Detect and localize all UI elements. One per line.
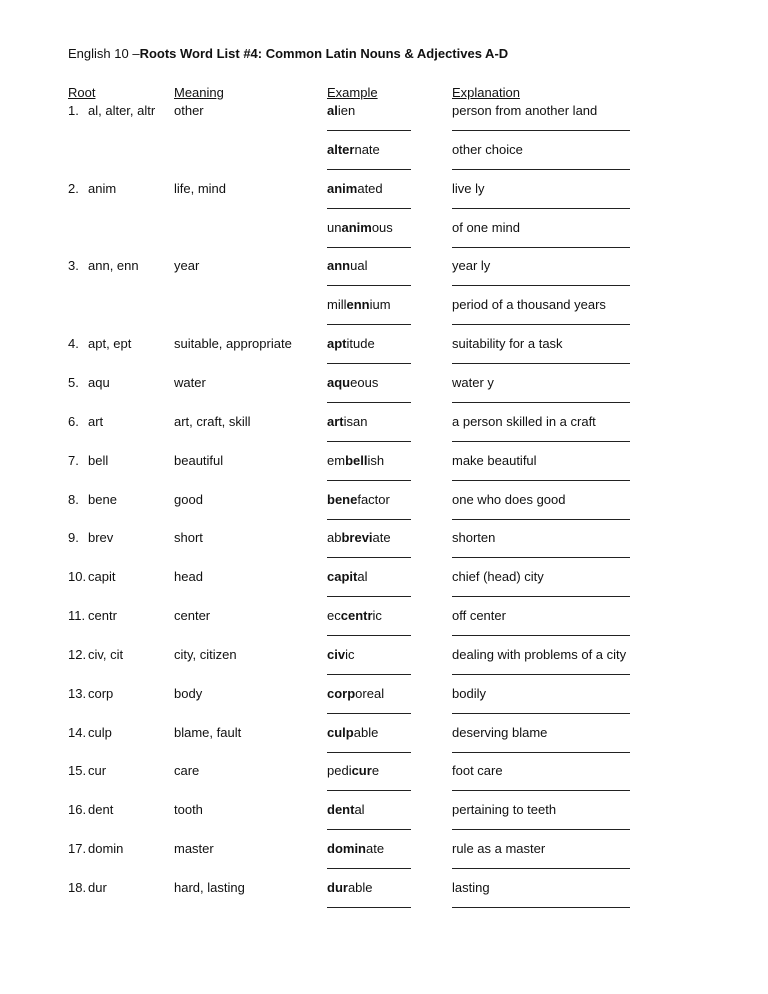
example-word: durable (327, 880, 373, 895)
entry-number: 8. (68, 491, 79, 507)
entry-meaning: head (174, 569, 203, 585)
entry-number: 16. (68, 802, 87, 818)
entry-number: 6. (68, 413, 79, 429)
explanation-text: pertaining to teeth (452, 802, 557, 818)
example-word: animated (327, 180, 383, 196)
example-answer-line[interactable] (327, 208, 411, 209)
entry-root: brev (88, 530, 114, 546)
entry-number: 2. (68, 180, 79, 196)
example-word: pedicure (327, 763, 380, 779)
example-word: civic (327, 646, 355, 662)
entry-root: capit (88, 569, 116, 585)
entry-number: 10. (68, 569, 87, 585)
entry-root: aqu (88, 374, 110, 390)
entry-root: dur (88, 880, 107, 895)
explanation-text: lasting (452, 880, 490, 895)
entry-number: 3. (68, 258, 79, 274)
entry-meaning: suitable, appropriate (174, 336, 292, 352)
page-title (68, 46, 508, 62)
entry-meaning: art, craft, skill (174, 413, 251, 429)
example-word: aptitude (327, 336, 375, 352)
entry-root: bene (88, 491, 117, 507)
example-answer-line[interactable] (327, 441, 411, 442)
entry-meaning: care (174, 763, 200, 779)
entry-meaning: good (174, 491, 203, 507)
example-word: benefactor (327, 491, 390, 507)
example-word: millennium (327, 297, 391, 313)
explanation-answer-line[interactable] (452, 402, 630, 403)
explanation-text: deserving blame (452, 724, 548, 740)
entry-root: ann, enn (88, 258, 139, 274)
example-word: alien (327, 103, 356, 118)
entry-number: 5. (68, 374, 79, 390)
explanation-answer-line[interactable] (452, 868, 630, 869)
example-word: dental (327, 802, 365, 818)
entry-meaning: city, citizen (174, 646, 237, 662)
entry-meaning: body (174, 685, 203, 701)
example-word: culpable (327, 724, 379, 740)
entry-meaning: blame, fault (174, 724, 242, 740)
example-answer-line[interactable] (327, 480, 411, 481)
example-word: embellish (327, 452, 385, 468)
explanation-text: suitability for a task (452, 336, 563, 352)
entry-meaning: beautiful (174, 452, 224, 468)
example-answer-line[interactable] (327, 713, 411, 714)
example-answer-line[interactable] (327, 596, 411, 597)
example-answer-line[interactable] (327, 285, 411, 286)
example-word: eccentric (327, 608, 382, 624)
header-root: Root (68, 85, 96, 100)
explanation-text: foot care (452, 763, 503, 779)
explanation-text: a person skilled in a craft (452, 413, 596, 429)
example-word: unanimous (327, 219, 393, 235)
explanation-answer-line[interactable] (452, 829, 630, 830)
example-answer-line[interactable] (327, 557, 411, 558)
example-word: abbreviate (327, 530, 391, 546)
example-answer-line[interactable] (327, 169, 411, 170)
example-word: corporeal (327, 685, 385, 701)
explanation-answer-line[interactable] (452, 441, 630, 442)
explanation-answer-line[interactable] (452, 363, 630, 364)
example-word: capital (327, 569, 368, 585)
explanation-text: water y (452, 374, 494, 390)
example-answer-line[interactable] (327, 907, 411, 908)
entry-number: 11. (68, 608, 86, 624)
explanation-text: rule as a master (452, 841, 546, 857)
explanation-answer-line[interactable] (452, 285, 630, 286)
entry-root: centr (88, 608, 117, 624)
entry-root: cur (88, 763, 107, 779)
entry-root: al, alter, altr (88, 103, 156, 118)
explanation-text: of one mind (452, 219, 520, 235)
explanation-text: make beautiful (452, 452, 537, 468)
explanation-text: off center (452, 608, 506, 624)
entry-number: 1. (68, 103, 79, 118)
title-bold: Roots Word List #4: Common Latin Nouns & Adjectives A-D (139, 46, 509, 61)
entry-meaning: year (174, 258, 200, 274)
explanation-answer-line[interactable] (452, 752, 630, 753)
explanation-text: chief (head) city (452, 569, 544, 585)
explanation-text: dealing with problems of a city (452, 646, 627, 662)
header-explanation: Explanation (452, 85, 520, 100)
entry-number: 14. (68, 724, 87, 740)
example-answer-line[interactable] (327, 868, 411, 869)
explanation-answer-line[interactable] (452, 557, 630, 558)
explanation-answer-line[interactable] (452, 480, 630, 481)
entry-meaning: life, mind (174, 180, 227, 196)
example-word: alternate (327, 141, 380, 157)
example-answer-line[interactable] (327, 635, 411, 636)
example-answer-line[interactable] (327, 674, 411, 675)
explanation-answer-line[interactable] (452, 324, 630, 325)
entry-root: dent (88, 802, 114, 818)
explanation-text: one who does good (452, 491, 566, 507)
example-answer-line[interactable] (327, 790, 411, 791)
example-answer-line[interactable] (327, 324, 411, 325)
entry-number: 4. (68, 336, 79, 352)
entry-root: art (88, 413, 104, 429)
explanation-text: person from another land (452, 103, 598, 118)
explanation-text: bodily (452, 685, 486, 701)
explanation-text: live ly (452, 180, 485, 196)
explanation-answer-line[interactable] (452, 519, 630, 520)
example-answer-line[interactable] (327, 363, 411, 364)
explanation-answer-line[interactable] (452, 130, 630, 131)
explanation-text: other choice (452, 141, 523, 157)
entry-root: domin (88, 841, 124, 857)
entry-number: 12. (68, 646, 87, 662)
example-answer-line[interactable] (327, 519, 411, 520)
explanation-answer-line[interactable] (452, 208, 630, 209)
entry-number: 15. (68, 763, 87, 779)
entry-root: culp (88, 724, 112, 740)
header-example: Example (327, 85, 378, 100)
example-word: dominate (327, 841, 385, 857)
explanation-text: period of a thousand years (452, 297, 606, 313)
entry-number: 17. (68, 841, 87, 857)
entry-meaning: center (174, 608, 211, 624)
header-meaning: Meaning (174, 85, 224, 100)
entry-meaning: other (174, 103, 204, 118)
entry-meaning: hard, lasting (174, 880, 245, 895)
entry-number: 9. (68, 530, 79, 546)
entry-number: 13. (68, 685, 87, 701)
example-answer-line[interactable] (327, 752, 411, 753)
entry-root: civ, cit (88, 646, 124, 662)
example-word: artisan (327, 413, 368, 429)
entry-root: anim (88, 180, 117, 196)
explanation-answer-line[interactable] (452, 674, 630, 675)
explanation-answer-line[interactable] (452, 635, 630, 636)
title-prefix: English 10 – (68, 46, 140, 61)
example-word: aqueous (327, 374, 379, 390)
explanation-text: shorten (452, 530, 496, 546)
explanation-answer-line[interactable] (452, 713, 630, 714)
explanation-answer-line[interactable] (452, 907, 630, 908)
explanation-answer-line[interactable] (452, 247, 630, 248)
explanation-answer-line[interactable] (452, 169, 630, 170)
example-answer-line[interactable] (327, 130, 411, 131)
explanation-answer-line[interactable] (452, 790, 630, 791)
entry-root: bell (88, 452, 109, 468)
entry-root: corp (88, 685, 114, 701)
entry-root: apt, ept (88, 336, 132, 352)
entry-meaning: short (174, 530, 203, 546)
entry-meaning: master (174, 841, 214, 857)
explanation-answer-line[interactable] (452, 596, 630, 597)
entry-number: 18. (68, 880, 87, 895)
entry-meaning: water (174, 374, 206, 390)
explanation-text: year ly (452, 258, 491, 274)
entry-meaning: tooth (174, 802, 203, 818)
example-answer-line[interactable] (327, 247, 411, 248)
example-answer-line[interactable] (327, 402, 411, 403)
example-answer-line[interactable] (327, 829, 411, 830)
entry-number: 7. (68, 452, 79, 468)
example-word: annual (327, 258, 368, 274)
